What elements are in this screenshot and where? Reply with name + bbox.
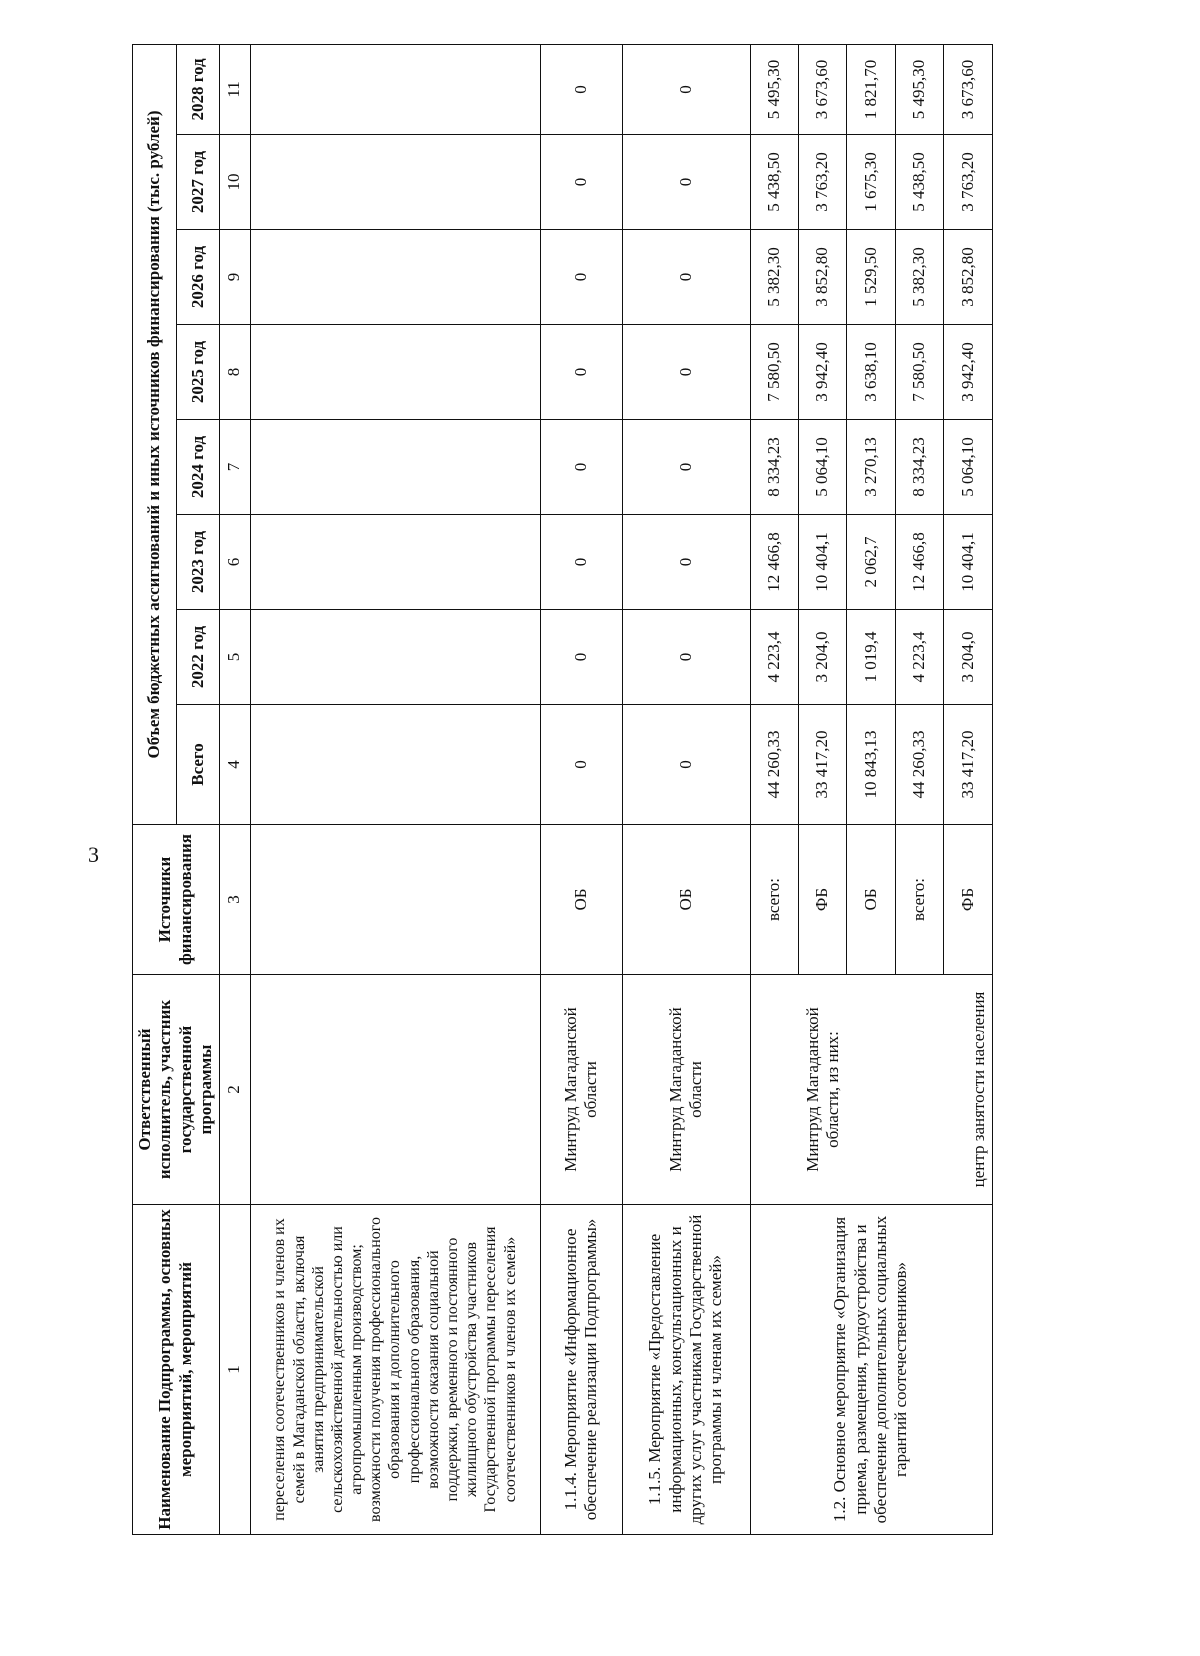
value-cell: 5 382,30 (750, 230, 798, 325)
value-cell: 0 (540, 610, 622, 705)
index-cell: 5 (219, 610, 250, 705)
table-row (750, 44, 798, 1534)
value-cell: 5 495,30 (895, 44, 943, 134)
value-cell: 5 064,10 (944, 420, 992, 515)
value-cell: 7 580,50 (750, 325, 798, 420)
index-cell: 1 (219, 1205, 250, 1535)
index-cell: 7 (219, 420, 250, 515)
table-row (540, 44, 622, 1534)
value-cell: 5 495,30 (750, 44, 798, 134)
header-year: 2027 год (177, 135, 219, 230)
value-cell: 0 (540, 230, 622, 325)
value-cell: 3 763,20 (798, 135, 846, 230)
measure-name: 1.1.4. Мероприятие «Информационное обеспечение реализации Подпрограммы» (540, 1205, 622, 1535)
page-number: 3 (88, 842, 99, 867)
source-cell (250, 825, 540, 975)
value-cell (250, 325, 540, 420)
header-executor: Ответственный исполнитель, участник государственной программы (133, 975, 220, 1205)
value-cell: 0 (540, 705, 622, 825)
value-cell: 0 (622, 705, 750, 825)
value-cell: 5 438,50 (895, 135, 943, 230)
value-cell (250, 230, 540, 325)
value-cell: 1 821,70 (847, 44, 895, 134)
value-cell: 3 942,40 (798, 325, 846, 420)
budget-table-rotated (132, 45, 992, 1535)
source-cell: ФБ (944, 825, 992, 975)
value-cell: 44 260,33 (895, 705, 943, 825)
header-funding-group: Объем бюджетных ассигнований и иных источников финансирования (тыс. рублей) (133, 44, 177, 824)
source-cell: всего: (895, 825, 943, 975)
value-cell: 1 675,30 (847, 135, 895, 230)
value-cell (250, 135, 540, 230)
header-year: Всего (177, 705, 219, 825)
measure-name: 1.2. Основное мероприятие «Организация приема, размещения, трудоустройства и обеспечение дополнительных социальных гарантий соотечественников» (750, 1205, 992, 1535)
value-cell: 44 260,33 (750, 705, 798, 825)
header-source: Источники финансирования (133, 825, 220, 975)
value-cell: 33 417,20 (944, 705, 992, 825)
executor-cell: Минтруд Магаданской области (540, 975, 622, 1205)
value-cell: 0 (622, 135, 750, 230)
value-cell: 3 852,80 (798, 230, 846, 325)
value-cell: 0 (540, 515, 622, 610)
value-cell: 1 529,50 (847, 230, 895, 325)
header-year: 2023 год (177, 515, 219, 610)
source-cell: ОБ (540, 825, 622, 975)
value-cell: 7 580,50 (895, 325, 943, 420)
value-cell: 0 (540, 325, 622, 420)
source-cell: ФБ (798, 825, 846, 975)
value-cell: 0 (540, 44, 622, 134)
value-cell: 12 466,8 (895, 515, 943, 610)
table-row (622, 44, 750, 1534)
index-cell: 8 (219, 325, 250, 420)
source-cell: ОБ (847, 825, 895, 975)
value-cell: 0 (622, 610, 750, 705)
index-row (219, 44, 250, 1534)
value-cell: 5 382,30 (895, 230, 943, 325)
executor-cell: центр занятости населения (895, 975, 992, 1205)
source-cell: всего: (750, 825, 798, 975)
value-cell: 3 942,40 (944, 325, 992, 420)
value-cell: 0 (622, 44, 750, 134)
value-cell: 10 404,1 (944, 515, 992, 610)
header-year: 2024 год (177, 420, 219, 515)
value-cell: 1 019,4 (847, 610, 895, 705)
value-cell: 33 417,20 (798, 705, 846, 825)
executor-cell (250, 975, 540, 1205)
header-year: 2028 год (177, 44, 219, 134)
index-cell: 9 (219, 230, 250, 325)
value-cell: 10 404,1 (798, 515, 846, 610)
value-cell: 3 763,20 (944, 135, 992, 230)
budget-table (132, 44, 993, 1535)
value-cell: 8 334,23 (895, 420, 943, 515)
value-cell: 4 223,4 (895, 610, 943, 705)
value-cell: 0 (622, 420, 750, 515)
source-cell: ОБ (622, 825, 750, 975)
executor-cell: Минтруд Магаданской области (622, 975, 750, 1205)
value-cell: 5 064,10 (798, 420, 846, 515)
value-cell: 0 (540, 135, 622, 230)
index-cell: 6 (219, 515, 250, 610)
index-cell: 3 (219, 825, 250, 975)
value-cell: 8 334,23 (750, 420, 798, 515)
index-cell: 10 (219, 135, 250, 230)
value-cell (250, 515, 540, 610)
header-year: 2025 год (177, 325, 219, 420)
index-cell: 4 (219, 705, 250, 825)
value-cell: 3 204,0 (944, 610, 992, 705)
value-cell: 0 (622, 230, 750, 325)
value-cell (250, 705, 540, 825)
value-cell: 3 638,10 (847, 325, 895, 420)
header-year: 2022 год (177, 610, 219, 705)
measure-name: 1.1.5. Мероприятие «Предоставление информационных, консультационных и других услуг участникам Государственной программы и членам их семей» (622, 1205, 750, 1535)
value-cell: 0 (622, 515, 750, 610)
value-cell: 4 223,4 (750, 610, 798, 705)
value-cell (250, 420, 540, 515)
value-cell: 10 843,13 (847, 705, 895, 825)
table-row (250, 44, 540, 1534)
value-cell: 3 852,80 (944, 230, 992, 325)
measure-name: переселения соотечественников и членов их семей в Магаданской области, включая занятия предпринимательской сельскохозяйственной деятельностью или агропромышленным производством; возможности получения профессионального образования и дополнительного профессионального образования, возможности оказания социальной поддержки, временного и постоянного жилищного обустройства участников Государственной программы переселения соотечественников и членов их семей» (250, 1205, 540, 1535)
value-cell: 0 (540, 420, 622, 515)
value-cell: 3 673,60 (798, 44, 846, 134)
value-cell: 3 204,0 (798, 610, 846, 705)
value-cell: 3 673,60 (944, 44, 992, 134)
value-cell: 2 062,7 (847, 515, 895, 610)
value-cell: 0 (622, 325, 750, 420)
value-cell: 3 270,13 (847, 420, 895, 515)
executor-cell: Минтруд Магаданской области, из них: (750, 975, 895, 1205)
value-cell: 5 438,50 (750, 135, 798, 230)
index-cell: 2 (219, 975, 250, 1205)
value-cell (250, 610, 540, 705)
value-cell (250, 44, 540, 134)
header-name: Наименование Подпрограммы, основных мероприятий, мероприятий (133, 1205, 220, 1535)
index-cell: 11 (219, 44, 250, 134)
header-year: 2026 год (177, 230, 219, 325)
value-cell: 12 466,8 (750, 515, 798, 610)
